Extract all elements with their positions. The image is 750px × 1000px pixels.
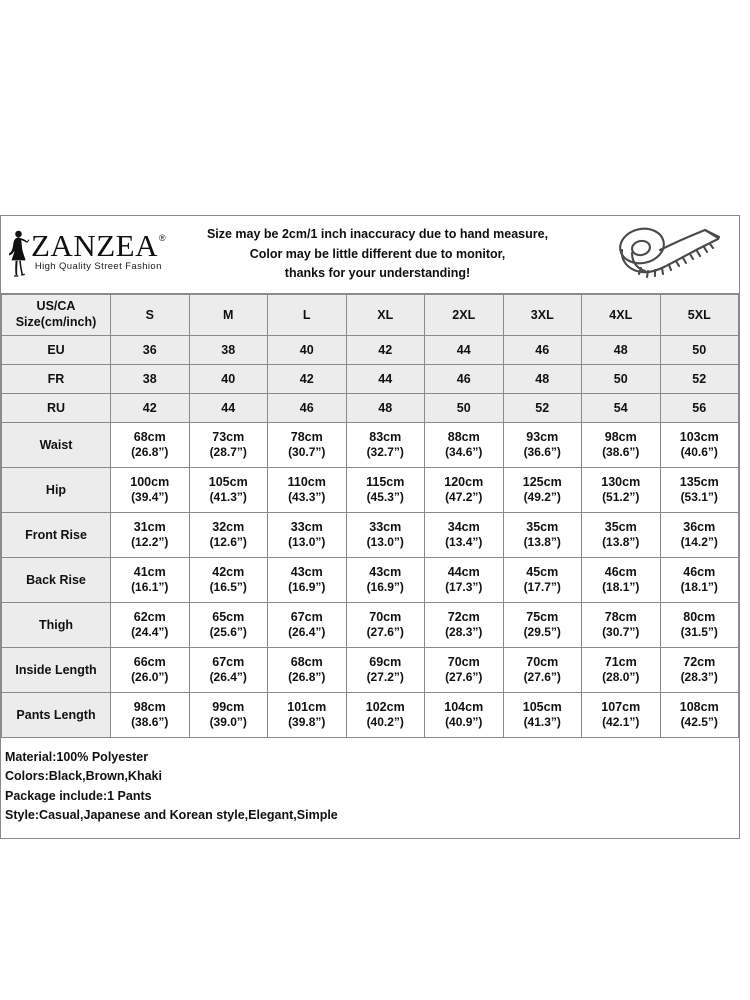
hip-m [189, 468, 268, 513]
inside-length-3xl-inch: (27.6”) [523, 670, 561, 685]
ru-3xl: 52 [503, 394, 582, 423]
back-rise-2xl-cm: 44cm [447, 564, 480, 579]
waist-xl-inch: (32.7”) [366, 445, 404, 460]
back-rise-s [111, 558, 190, 603]
front-rise-m-cm: 32cm [212, 519, 245, 534]
back-rise-m-inch: (16.5”) [209, 580, 247, 595]
pants-length-xl-inch: (40.2”) [366, 715, 404, 730]
pants-length-4xl-inch: (42.1”) [602, 715, 640, 730]
eu-m: 38 [189, 336, 268, 365]
front-rise-5xl-cm: 36cm [683, 519, 716, 534]
thigh-l-cm: 67cm [290, 609, 323, 624]
back-rise-4xl-cm: 46cm [604, 564, 637, 579]
hip-m-inch: (41.3”) [209, 490, 247, 505]
table-row-back-rise [2, 558, 739, 603]
info-colors: Colors:Black,Brown,Khaki [5, 769, 162, 784]
inside-length-3xl-cm: 70cm [526, 654, 559, 669]
row-label-fr: FR [2, 365, 111, 394]
table-row-thigh [2, 603, 739, 648]
table-row-waist [2, 423, 739, 468]
thigh-m-cm: 65cm [212, 609, 245, 624]
ru-l: 46 [268, 394, 347, 423]
hip-5xl [660, 468, 739, 513]
hip-5xl-inch: (53.1”) [680, 490, 718, 505]
size-header-2xl: 2XL [425, 295, 504, 336]
size-header-l: L [268, 295, 347, 336]
pants-length-l [268, 693, 347, 738]
tape-measure-icon [610, 224, 728, 286]
pants-length-3xl-cm: 105cm [522, 699, 562, 714]
note-line-2: Color may be little different due to monitor, [249, 246, 506, 261]
back-rise-2xl-inch: (17.3”) [445, 580, 483, 595]
pants-length-xl-cm: 102cm [365, 699, 405, 714]
waist-xl [346, 423, 425, 468]
inside-length-l-cm: 68cm [290, 654, 323, 669]
inside-length-m [189, 648, 268, 693]
waist-5xl [660, 423, 739, 468]
eu-l: 40 [268, 336, 347, 365]
pants-length-3xl [503, 693, 582, 738]
back-rise-5xl-inch: (18.1”) [680, 580, 718, 595]
product-info-band [1, 738, 739, 838]
hip-5xl-cm: 135cm [679, 474, 719, 489]
thigh-l-inch: (26.4”) [288, 625, 326, 640]
brand-header-band [1, 216, 739, 294]
front-rise-xl [346, 513, 425, 558]
front-rise-4xl-cm: 35cm [604, 519, 637, 534]
inside-length-m-inch: (26.4”) [209, 670, 247, 685]
registered-trademark-icon: ® [158, 232, 166, 243]
hip-l-inch: (43.3”) [288, 490, 326, 505]
back-rise-3xl [503, 558, 582, 603]
corner-label-line2: Size(cm/inch) [15, 315, 97, 329]
back-rise-m [189, 558, 268, 603]
waist-2xl-cm: 88cm [447, 429, 480, 444]
table-row-eu [2, 336, 739, 365]
waist-s-inch: (26.8”) [131, 445, 169, 460]
hip-l-cm: 110cm [287, 474, 326, 489]
size-header-4xl: 4XL [582, 295, 661, 336]
inside-length-4xl-cm: 71cm [604, 654, 637, 669]
back-rise-5xl [660, 558, 739, 603]
pants-length-s-inch: (38.6”) [131, 715, 169, 730]
pants-length-s-cm: 98cm [133, 699, 166, 714]
fr-3xl: 48 [503, 365, 582, 394]
size-header-m: M [189, 295, 268, 336]
thigh-m [189, 603, 268, 648]
size-chart [0, 215, 750, 839]
eu-5xl: 50 [660, 336, 739, 365]
thigh-5xl-inch: (31.5”) [680, 625, 718, 640]
pants-length-s [111, 693, 190, 738]
row-label-back-rise: Back Rise [2, 558, 111, 603]
size-header-xl: XL [346, 295, 425, 336]
pants-length-xl [346, 693, 425, 738]
hip-s [111, 468, 190, 513]
waist-3xl-inch: (36.6”) [523, 445, 561, 460]
inside-length-4xl [582, 648, 661, 693]
thigh-xl-inch: (27.6”) [366, 625, 404, 640]
front-rise-2xl-inch: (13.4”) [445, 535, 483, 550]
inside-length-s-cm: 66cm [133, 654, 166, 669]
size-header-5xl: 5XL [660, 295, 739, 336]
row-label-thigh: Thigh [2, 603, 111, 648]
thigh-5xl [660, 603, 739, 648]
hip-3xl-inch: (49.2”) [523, 490, 561, 505]
info-material: Material:100% Polyester [5, 750, 149, 764]
front-rise-3xl [503, 513, 582, 558]
waist-m-cm: 73cm [212, 429, 245, 444]
hip-2xl [425, 468, 504, 513]
ru-s: 42 [111, 394, 190, 423]
size-header-s: S [111, 295, 190, 336]
table-row-fr [2, 365, 739, 394]
thigh-m-inch: (25.6”) [209, 625, 247, 640]
front-rise-m [189, 513, 268, 558]
thigh-3xl-inch: (29.5”) [523, 625, 561, 640]
inside-length-l [268, 648, 347, 693]
row-label-eu: EU [2, 336, 111, 365]
back-rise-s-cm: 41cm [133, 564, 166, 579]
pants-length-5xl [660, 693, 739, 738]
waist-3xl [503, 423, 582, 468]
eu-s: 36 [111, 336, 190, 365]
back-rise-xl [346, 558, 425, 603]
inside-length-2xl [425, 648, 504, 693]
hip-xl-inch: (45.3”) [366, 490, 404, 505]
hip-3xl [503, 468, 582, 513]
info-style: Style:Casual,Japanese and Korean style,Elegant,Simple [5, 808, 338, 823]
back-rise-2xl [425, 558, 504, 603]
pants-length-2xl [425, 693, 504, 738]
waist-m [189, 423, 268, 468]
pants-length-4xl-cm: 107cm [601, 699, 641, 714]
front-rise-l-inch: (13.0”) [288, 535, 326, 550]
front-rise-m-inch: (12.6”) [209, 535, 247, 550]
table-row-ru [2, 394, 739, 423]
corner-header-cell [2, 295, 111, 336]
hip-xl-cm: 115cm [366, 474, 405, 489]
pants-length-5xl-cm: 108cm [679, 699, 719, 714]
front-rise-s-inch: (12.2”) [131, 535, 169, 550]
thigh-2xl-inch: (28.3”) [445, 625, 483, 640]
tape-measure-illustration [599, 224, 739, 286]
thigh-4xl-inch: (30.7”) [602, 625, 640, 640]
eu-xl: 42 [346, 336, 425, 365]
back-rise-4xl [582, 558, 661, 603]
corner-label-line1: US/CA [36, 299, 76, 314]
size-table-header-row [2, 295, 739, 336]
front-rise-3xl-inch: (13.8”) [523, 535, 561, 550]
table-row-front-rise [2, 513, 739, 558]
inside-length-m-cm: 67cm [212, 654, 245, 669]
waist-2xl [425, 423, 504, 468]
inside-length-3xl [503, 648, 582, 693]
back-rise-l [268, 558, 347, 603]
front-rise-s [111, 513, 190, 558]
back-rise-5xl-cm: 46cm [683, 564, 716, 579]
back-rise-l-cm: 43cm [290, 564, 323, 579]
hip-3xl-cm: 125cm [522, 474, 562, 489]
waist-5xl-inch: (40.6”) [680, 445, 718, 460]
woman-silhouette-icon [7, 229, 33, 283]
row-label-ru: RU [2, 394, 111, 423]
brand-wordmark: ZANZEA [31, 227, 158, 263]
pants-length-l-inch: (39.8”) [288, 715, 326, 730]
inside-length-4xl-inch: (28.0”) [602, 670, 640, 685]
waist-4xl-cm: 98cm [604, 429, 637, 444]
front-rise-5xl [660, 513, 739, 558]
size-table-body [2, 295, 739, 738]
row-label-waist: Waist [2, 423, 111, 468]
front-rise-2xl-cm: 34cm [447, 519, 480, 534]
hip-xl [346, 468, 425, 513]
hip-2xl-inch: (47.2”) [445, 490, 483, 505]
size-chart-frame [0, 215, 740, 839]
thigh-5xl-cm: 80cm [683, 609, 716, 624]
hip-4xl-inch: (51.2”) [602, 490, 640, 505]
pants-length-l-cm: 101cm [287, 699, 327, 714]
table-row-inside-length [2, 648, 739, 693]
thigh-3xl [503, 603, 582, 648]
waist-m-inch: (28.7”) [209, 445, 247, 460]
table-row-pants-length [2, 693, 739, 738]
hip-s-cm: 100cm [130, 474, 170, 489]
ru-m: 44 [189, 394, 268, 423]
inside-length-2xl-inch: (27.6”) [445, 670, 483, 685]
front-rise-s-cm: 31cm [133, 519, 166, 534]
back-rise-xl-cm: 43cm [369, 564, 402, 579]
thigh-4xl-cm: 78cm [604, 609, 637, 624]
front-rise-3xl-cm: 35cm [526, 519, 559, 534]
front-rise-4xl [582, 513, 661, 558]
waist-3xl-cm: 93cm [526, 429, 559, 444]
eu-3xl: 46 [503, 336, 582, 365]
thigh-4xl [582, 603, 661, 648]
waist-l-cm: 78cm [290, 429, 323, 444]
pants-length-m-inch: (39.0”) [209, 715, 247, 730]
ru-xl: 48 [346, 394, 425, 423]
inside-length-l-inch: (26.8”) [288, 670, 326, 685]
row-label-inside-length: Inside Length [2, 648, 111, 693]
fr-l: 42 [268, 365, 347, 394]
front-rise-l-cm: 33cm [290, 519, 323, 534]
table-row-hip [2, 468, 739, 513]
pants-length-5xl-inch: (42.5”) [680, 715, 718, 730]
brand-tagline: High Quality Street Fashion [34, 260, 162, 272]
waist-l-inch: (30.7”) [288, 445, 326, 460]
thigh-2xl [425, 603, 504, 648]
pants-length-3xl-inch: (41.3”) [523, 715, 561, 730]
back-rise-3xl-cm: 45cm [526, 564, 559, 579]
back-rise-4xl-inch: (18.1”) [602, 580, 640, 595]
row-label-front-rise: Front Rise [2, 513, 111, 558]
fr-2xl: 46 [425, 365, 504, 394]
size-header-3xl: 3XL [503, 295, 582, 336]
thigh-3xl-cm: 75cm [526, 609, 559, 624]
fr-4xl: 50 [582, 365, 661, 394]
thigh-s-cm: 62cm [133, 609, 166, 624]
inside-length-5xl [660, 648, 739, 693]
inside-length-xl-cm: 69cm [369, 654, 402, 669]
waist-s-cm: 68cm [133, 429, 166, 444]
waist-xl-cm: 83cm [369, 429, 402, 444]
ru-2xl: 50 [425, 394, 504, 423]
info-package: Package include:1 Pants [5, 788, 152, 803]
back-rise-xl-inch: (16.9”) [366, 580, 404, 595]
front-rise-2xl [425, 513, 504, 558]
row-label-hip: Hip [2, 468, 111, 513]
pants-length-2xl-cm: 104cm [444, 699, 484, 714]
fr-xl: 44 [346, 365, 425, 394]
ru-4xl: 54 [582, 394, 661, 423]
hip-4xl [582, 468, 661, 513]
waist-2xl-inch: (34.6”) [445, 445, 483, 460]
back-rise-3xl-inch: (17.7”) [523, 580, 561, 595]
waist-5xl-cm: 103cm [679, 429, 719, 444]
back-rise-s-inch: (16.1”) [131, 580, 169, 595]
inside-length-s-inch: (26.0”) [131, 670, 169, 685]
front-rise-xl-inch: (13.0”) [366, 535, 404, 550]
thigh-s-inch: (24.4”) [131, 625, 169, 640]
ru-5xl: 56 [660, 394, 739, 423]
note-line-1: Size may be 2cm/1 inch inaccuracy due to hand measure, [206, 227, 549, 242]
hip-m-cm: 105cm [208, 474, 248, 489]
eu-2xl: 44 [425, 336, 504, 365]
inside-length-5xl-inch: (28.3”) [680, 670, 718, 685]
pants-length-m-cm: 99cm [212, 699, 245, 714]
front-rise-4xl-inch: (13.8”) [602, 535, 640, 550]
thigh-2xl-cm: 72cm [447, 609, 480, 624]
inside-length-s [111, 648, 190, 693]
fr-s: 38 [111, 365, 190, 394]
back-rise-l-inch: (16.9”) [288, 580, 326, 595]
fr-m: 40 [189, 365, 268, 394]
waist-l [268, 423, 347, 468]
front-rise-5xl-inch: (14.2”) [680, 535, 718, 550]
size-table [1, 294, 739, 738]
thigh-s [111, 603, 190, 648]
pants-length-m [189, 693, 268, 738]
inside-length-2xl-cm: 70cm [447, 654, 480, 669]
waist-4xl [582, 423, 661, 468]
eu-4xl: 48 [582, 336, 661, 365]
thigh-xl-cm: 70cm [369, 609, 402, 624]
thigh-xl [346, 603, 425, 648]
fr-5xl: 52 [660, 365, 739, 394]
back-rise-m-cm: 42cm [212, 564, 245, 579]
thigh-l [268, 603, 347, 648]
brand-logo [1, 227, 166, 283]
inside-length-xl-inch: (27.2”) [366, 670, 404, 685]
inside-length-5xl-cm: 72cm [683, 654, 716, 669]
measurement-disclaimer-note [166, 225, 599, 283]
hip-s-inch: (39.4”) [131, 490, 169, 505]
hip-2xl-cm: 120cm [444, 474, 484, 489]
front-rise-l [268, 513, 347, 558]
pants-length-4xl [582, 693, 661, 738]
pants-length-2xl-inch: (40.9”) [445, 715, 483, 730]
front-rise-xl-cm: 33cm [369, 519, 402, 534]
note-line-3: thanks for your understanding! [284, 266, 471, 281]
hip-l [268, 468, 347, 513]
waist-4xl-inch: (38.6”) [602, 445, 640, 460]
row-label-pants-length: Pants Length [2, 693, 111, 738]
inside-length-xl [346, 648, 425, 693]
waist-s [111, 423, 190, 468]
hip-4xl-cm: 130cm [601, 474, 641, 489]
